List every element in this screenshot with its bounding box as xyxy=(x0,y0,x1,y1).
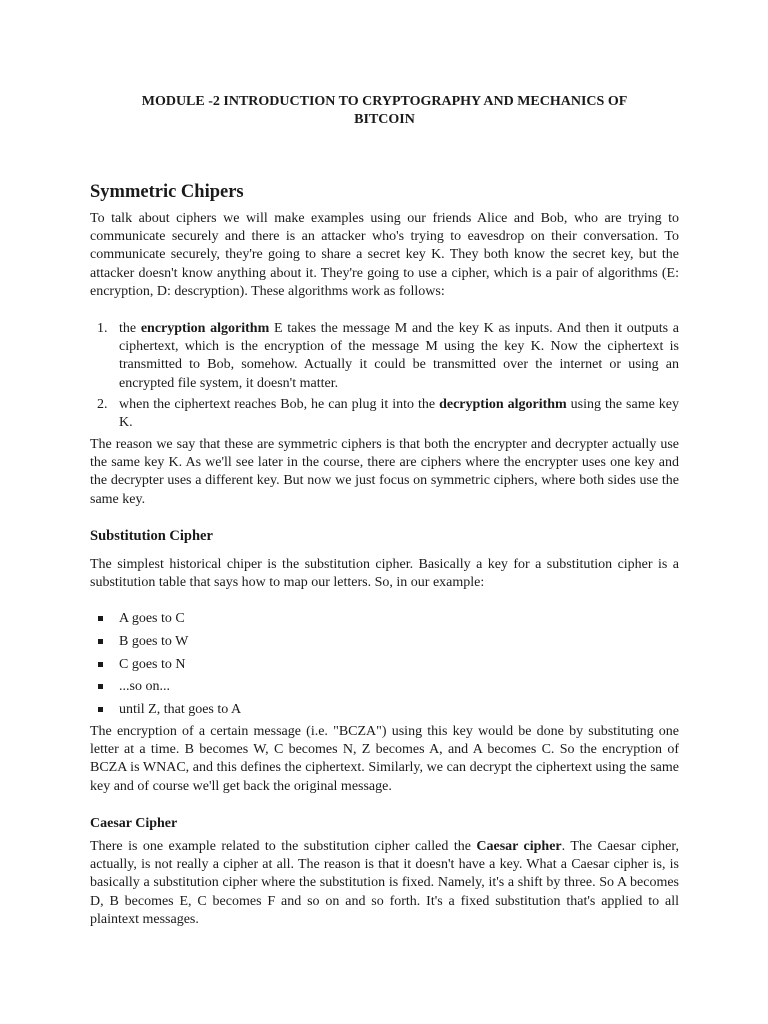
document-title xyxy=(90,93,679,129)
bullet-square-icon xyxy=(98,662,103,667)
list-number: 1. xyxy=(97,321,108,336)
bold-term: Caesar cipher xyxy=(476,839,562,854)
title-line-2: BITCOIN xyxy=(354,112,415,127)
bullet-square-icon xyxy=(98,684,103,689)
list-item-text: when the ciphertext reaches Bob, he can plug it into the decryption algorithm using the same key K. xyxy=(119,397,680,431)
bullet-square-icon xyxy=(98,616,103,621)
caesar-heading: Caesar Cipher xyxy=(90,816,178,831)
list-number: 2. xyxy=(97,397,108,412)
bullet-square-icon xyxy=(98,707,103,712)
encryption-paragraph: The encryption of a certain message (i.e. "BCZA") using this key would be done by substituting one letter at a time. B becomes W, C becomes N, Z becomes A, and A becomes C. So the encryption of BCZA is WNAC, and this defines the ciphertext. Similarly, we can decrypt the ciphertext using the same key and of course we'll get back the original message. xyxy=(90,724,679,794)
substitution-heading: Substitution Cipher xyxy=(90,528,213,544)
intro-paragraph: To talk about ciphers we will make examples using our friends Alice and Bob, who are trying to communicate securely and there is an attacker who's trying to eavesdrop on their conversation. To communicate securely, they're going to share a secret key K. They both know the secret key, but the attacker doesn't know anything about it. They're going to use a cipher, which is a pair of algorithms (E: encryption, D: descryption). These algorithms work as follows: xyxy=(90,211,679,299)
bullet-square-icon xyxy=(98,639,103,644)
title-line-1: MODULE -2 INTRODUCTION TO CRYPTOGRAPHY AND MECHANICS OF xyxy=(141,94,628,109)
list-item-text: the encryption algorithm E takes the message M and the key K as inputs. And then it outputs a ciphertext, which is the encryption of the message M using the key K. Now the ciphertext is transmitted to Bob, somehow. Actually it could be transmitted over the internet or using an encrypted file system, it doesn't matter. xyxy=(119,321,679,391)
section-heading: Symmetric Chipers xyxy=(90,182,244,202)
caesar-paragraph: There is one example related to the substitution cipher called the Caesar cipher. The Caesar cipher, actually, is not really a cipher at all. The reason is that it doesn't have a key. What a Caesar cipher is, is basically a substitution cipher where the substitution is fixed. Namely, it's a shift by three. So A becomes D, B becomes E, C becomes F and so on and so forth. It's a fixed substitution that's applied to all plaintext messages. xyxy=(90,839,679,927)
symmetric-paragraph: The reason we say that these are symmetric ciphers is that both the encrypter and decrypter actually use the same key K. As we'll see later in the course, there are ciphers where the encrypter uses one key and the decrypter uses a different key. But now we just focus on symmetric ciphers, where both sides use the same key. xyxy=(90,437,679,507)
bold-term: encryption algorithm xyxy=(140,321,270,336)
bold-term: decryption algorithm xyxy=(439,397,567,412)
substitution-paragraph: The simplest historical chiper is the substitution cipher. Basically a key for a substitution cipher is a substitution table that says how to map our letters. So, in our example: xyxy=(90,557,679,591)
